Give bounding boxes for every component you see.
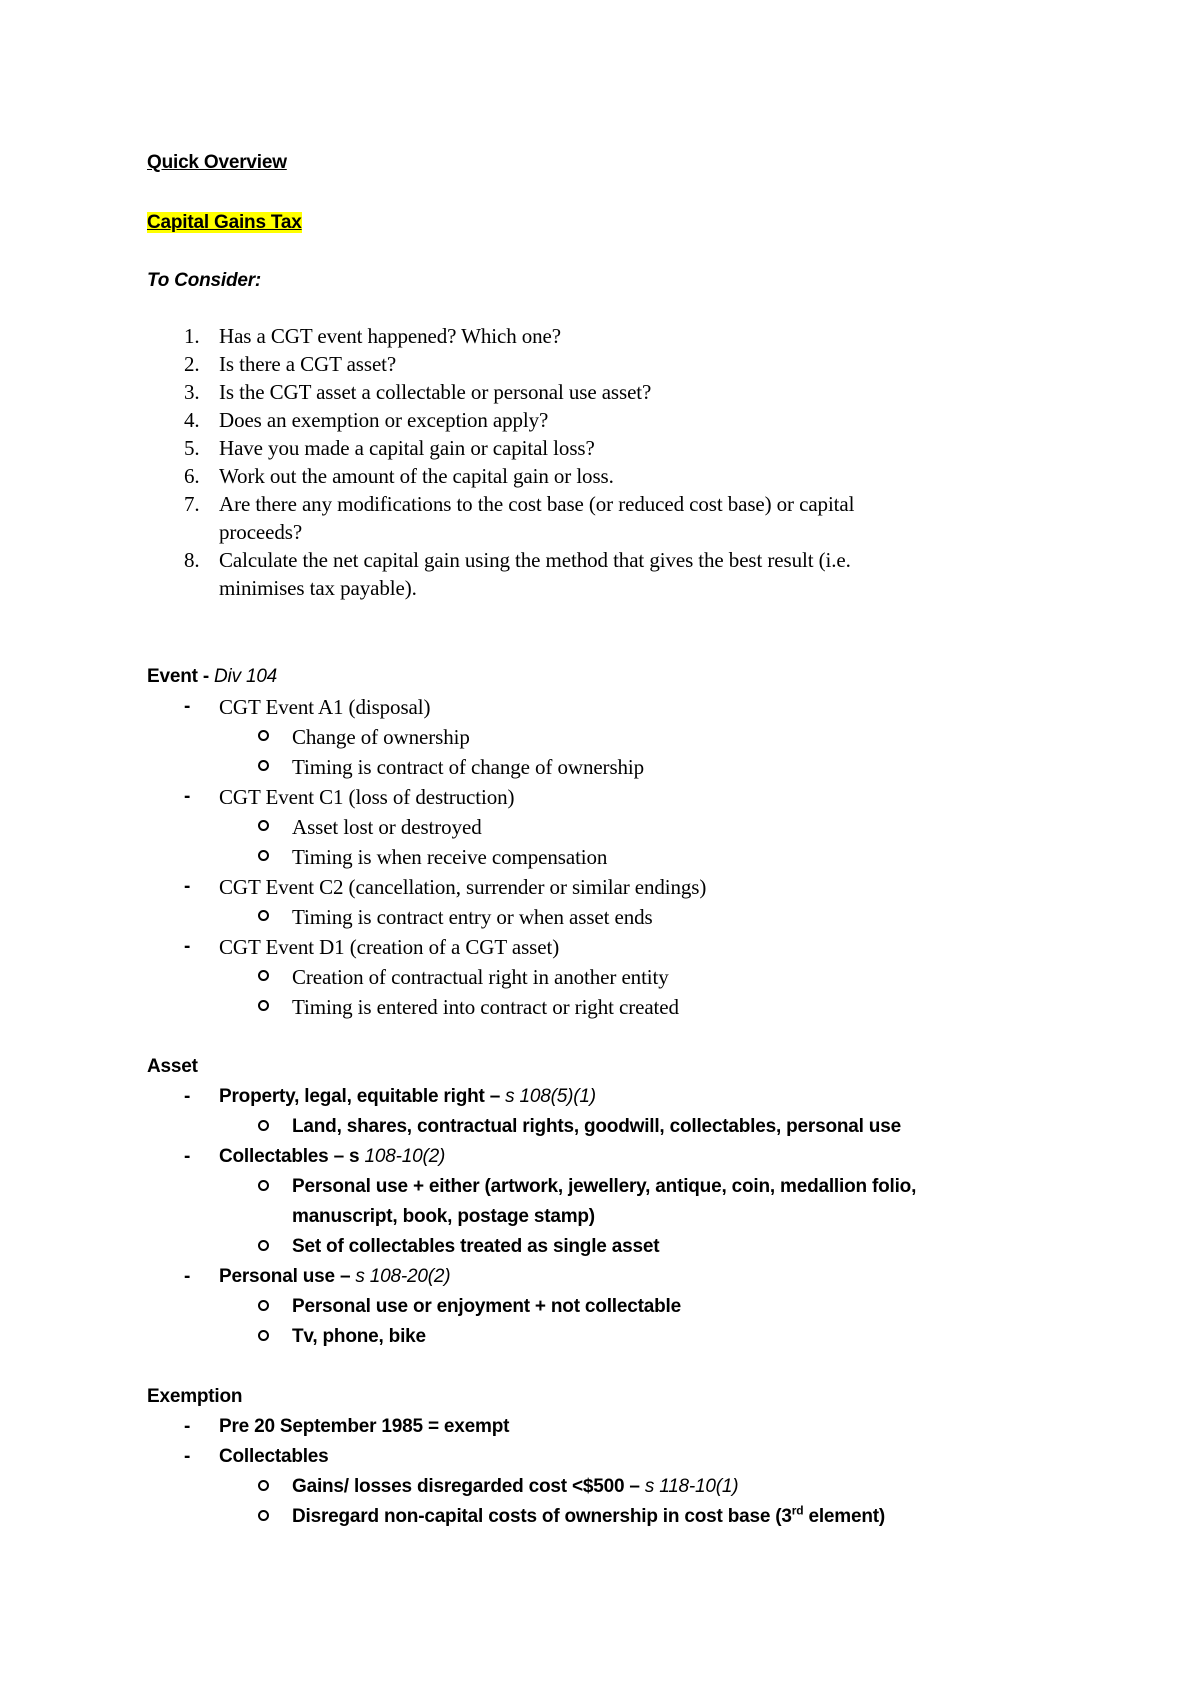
circle-bullet-icon: [258, 812, 272, 842]
list-item: Is the CGT asset a collectable or personal use asset?: [219, 380, 652, 404]
dash-bullet: -: [184, 696, 191, 717]
exemption-heading: Exemption: [147, 1386, 243, 1407]
event-item: CGT Event A1 (disposal): [219, 695, 431, 719]
dash-bullet: -: [184, 786, 191, 807]
event-subitem: Change of ownership: [292, 725, 470, 749]
asset-subitem: Set of collectables treated as single asset: [292, 1236, 660, 1257]
list-number: 2.: [184, 352, 200, 376]
dash-bullet: -: [184, 1446, 191, 1467]
list-number: 7.: [184, 492, 200, 516]
list-item: Have you made a capital gain or capital loss?: [219, 436, 595, 460]
section-title: [147, 208, 302, 238]
circle-bullet-icon: [258, 992, 272, 1022]
asset-reference: 108-10(2): [364, 1146, 446, 1167]
dash-bullet: -: [184, 1146, 191, 1167]
dash-bullet: -: [184, 1086, 191, 1107]
list-item: Has a CGT event happened? Which one?: [219, 324, 561, 348]
list-number: 3.: [184, 380, 200, 404]
list-item: Calculate the net capital gain using the method that gives the best result (i.e.: [219, 548, 851, 572]
circle-bullet-icon: [258, 1232, 272, 1262]
exemption-subitem: Disregard non-capital costs of ownership in cost base (3rd element): [292, 1503, 886, 1527]
event-subitem: Timing is entered into contract or right created: [292, 995, 679, 1019]
circle-bullet-icon: [258, 1502, 272, 1532]
event-item: CGT Event C2 (cancellation, surrender or similar endings): [219, 875, 707, 899]
dash-bullet: -: [184, 876, 191, 897]
circle-bullet-icon: [258, 842, 272, 872]
circle-bullet-icon: [258, 752, 272, 782]
circle-bullet-icon: [258, 962, 272, 992]
exemption-reference: s 118-10(1): [644, 1476, 739, 1497]
list-item: Does an exemption or exception apply?: [219, 408, 549, 432]
list-number: 8.: [184, 548, 200, 572]
circle-bullet-icon: [258, 902, 272, 932]
event-subitem: Timing is contract of change of ownership: [292, 755, 645, 779]
event-subitem: Asset lost or destroyed: [292, 815, 482, 839]
exemption-item: Collectables: [219, 1446, 329, 1467]
list-item-continuation: minimises tax payable).: [219, 576, 417, 600]
dash-bullet: -: [184, 1416, 191, 1437]
list-item: Are there any modifications to the cost base (or reduced cost base) or capital: [219, 492, 855, 516]
asset-subitem: Land, shares, contractual rights, goodwill, collectables, personal use: [292, 1116, 901, 1137]
circle-bullet-icon: [258, 1172, 272, 1202]
list-item-continuation: proceeds?: [219, 520, 303, 544]
asset-item: Collectables – s 108-10(2): [219, 1146, 446, 1167]
list-item: Is there a CGT asset?: [219, 352, 397, 376]
circle-bullet-icon: [258, 722, 272, 752]
asset-subitem-continuation: manuscript, book, postage stamp): [292, 1206, 595, 1227]
consider-label: To Consider:: [147, 270, 262, 291]
exemption-subitem: Gains/ losses disregarded cost <$500 – s 118-10(1): [292, 1476, 739, 1497]
circle-bullet-icon: [258, 1112, 272, 1142]
asset-heading: Asset: [147, 1056, 198, 1077]
circle-bullet-icon: [258, 1322, 272, 1352]
asset-subitem: Personal use or enjoyment + not collectable: [292, 1296, 681, 1317]
event-item: CGT Event C1 (loss of destruction): [219, 785, 515, 809]
list-number: 4.: [184, 408, 200, 432]
dash-bullet: -: [184, 936, 191, 957]
exemption-item: Pre 20 September 1985 = exempt: [219, 1416, 510, 1437]
event-subitem: Timing is when receive compensation: [292, 845, 608, 869]
circle-bullet-icon: [258, 1472, 272, 1502]
event-heading: Event - Div 104: [147, 666, 278, 687]
event-item: CGT Event D1 (creation of a CGT asset): [219, 935, 560, 959]
asset-item: Property, legal, equitable right – s 108(5)(1): [219, 1086, 596, 1107]
superscript: rd: [791, 1503, 804, 1518]
dash-bullet: -: [184, 1266, 191, 1287]
asset-subitem: Tv, phone, bike: [292, 1326, 426, 1347]
asset-item: Personal use – s 108-20(2): [219, 1266, 451, 1287]
event-reference: Div 104: [214, 666, 278, 687]
asset-reference: s 108-20(2): [355, 1266, 451, 1287]
circle-bullet-icon: [258, 1292, 272, 1322]
event-subitem: Timing is contract entry or when asset ends: [292, 905, 653, 929]
event-subitem: Creation of contractual right in another entity: [292, 965, 669, 989]
list-number: 1.: [184, 324, 200, 348]
list-item: Work out the amount of the capital gain or loss.: [219, 464, 614, 488]
page-title: Quick Overview: [147, 152, 287, 173]
asset-subitem: Personal use + either (artwork, jewellery, antique, coin, medallion folio,: [292, 1176, 917, 1197]
highlighted-title: Capital Gains Tax: [147, 212, 302, 233]
list-number: 6.: [184, 464, 200, 488]
asset-reference: s 108(5)(1): [505, 1086, 596, 1107]
list-number: 5.: [184, 436, 200, 460]
